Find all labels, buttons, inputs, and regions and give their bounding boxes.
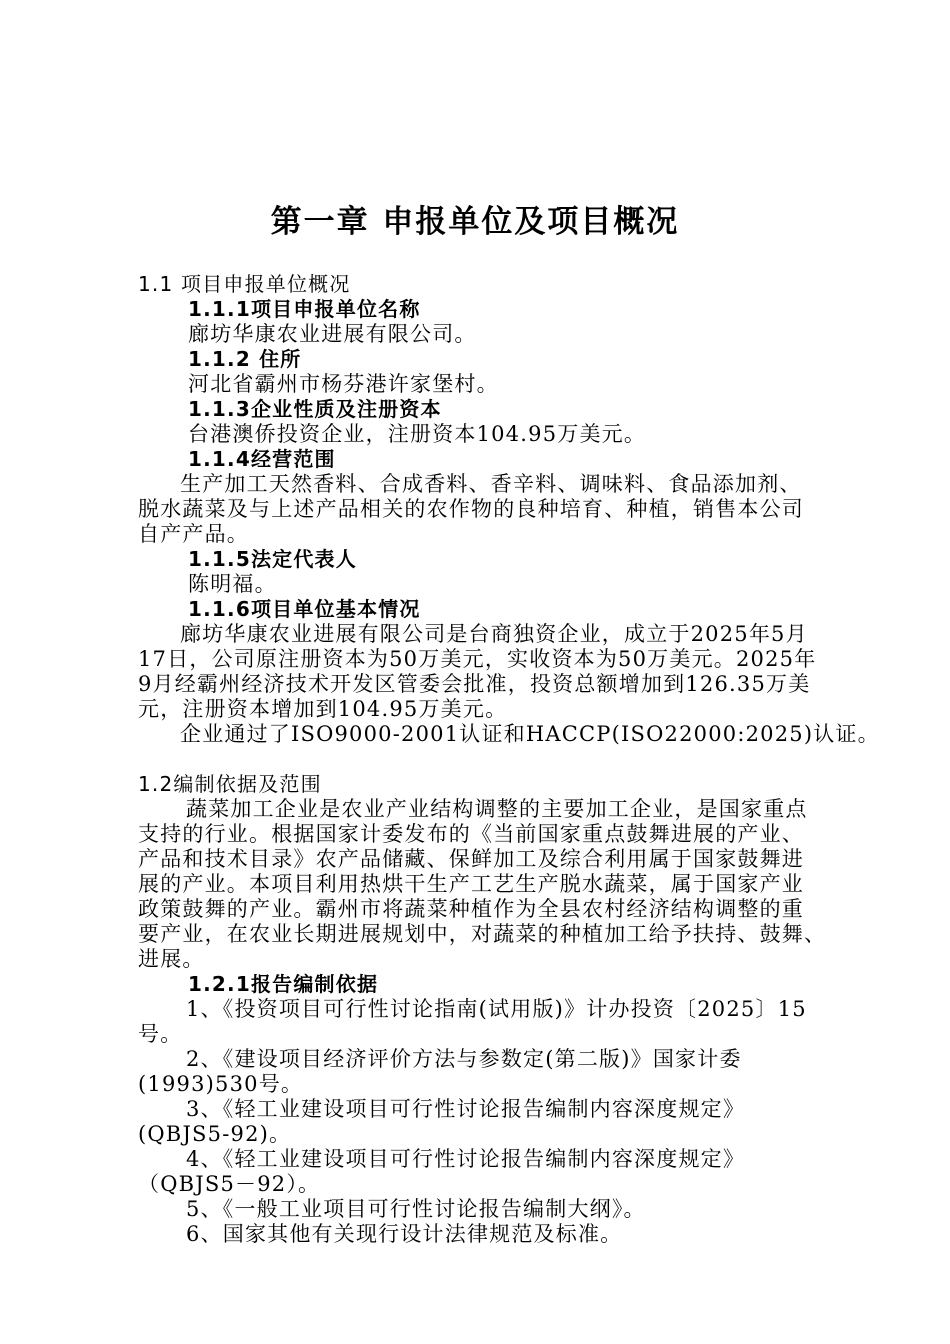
paragraph-line: 政策鼓舞的产业。霸州市将蔬菜种植作为全县农村经济结构调整的重 bbox=[138, 897, 804, 921]
section-1-1-5-text: 陈明福。 bbox=[188, 572, 277, 596]
list-item: 2、《建设项目经济评价方法与参数定(第二版)》国家计委 bbox=[186, 1047, 742, 1071]
paragraph-line: 元，注册资本增加到104.95万美元。 bbox=[138, 697, 508, 721]
paragraph-line: 17日，公司原注册资本为50万美元，实收资本为50万美元。2025年 bbox=[138, 647, 817, 671]
list-item-continuation: （QBJS5－92）。 bbox=[138, 1172, 321, 1196]
list-item-continuation: (1993)530号。 bbox=[138, 1072, 304, 1096]
paragraph-line: 支持的行业。根据国家计委发布的《当前国家重点鼓舞进展的产业、 bbox=[138, 822, 804, 846]
section-1-1-6-heading: 1.1.6项目单位基本情况 bbox=[188, 597, 421, 621]
section-1-1-3-heading: 1.1.3企业性质及注册资本 bbox=[188, 397, 442, 421]
section-1-1-1-heading: 1.1.1项目申报单位名称 bbox=[188, 297, 421, 321]
list-item: 6、国家其他有关现行设计法律规范及标准。 bbox=[186, 1222, 623, 1246]
section-1-1-heading: 1.1 项目申报单位概况 bbox=[138, 272, 351, 296]
section-1-1-4-heading: 1.1.4经营范围 bbox=[188, 447, 336, 471]
paragraph-line: 企业通过了ISO9000-2001认证和HACCP(ISO22000:2025)认证。 bbox=[180, 722, 880, 746]
section-1-2-heading: 1.2编制依据及范围 bbox=[138, 772, 322, 796]
list-item-continuation: 号。 bbox=[138, 1022, 183, 1046]
section-1-1-2-text: 河北省霸州市杨芬港许家堡村。 bbox=[188, 372, 499, 396]
paragraph-line: 产品和技术目录》农产品储藏、保鲜加工及综合利用属于国家鼓舞进 bbox=[138, 847, 804, 871]
paragraph-line: 生产加工天然香料、合成香料、香辛料、调味料、食品添加剂、 bbox=[180, 472, 802, 496]
list-item: 5、《一般工业项目可行性讨论报告编制大纲》。 bbox=[186, 1197, 646, 1221]
section-1-1-5-heading: 1.1.5法定代表人 bbox=[188, 547, 357, 571]
list-item: 4、《轻工业建设项目可行性讨论报告编制内容深度规定》 bbox=[186, 1147, 746, 1171]
paragraph-line: 进展。 bbox=[138, 947, 205, 971]
paragraph-line: 9月经霸州经济技术开发区管委会批准，投资总额增加到126.35万美 bbox=[138, 672, 811, 696]
paragraph-line: 自产产品。 bbox=[138, 522, 249, 546]
chapter-title: 第一章 申报单位及项目概况 bbox=[270, 204, 680, 240]
list-item: 1、《投资项目可行性讨论指南(试用版)》计办投资〔2025〕15 bbox=[186, 997, 807, 1021]
section-1-1-3-text: 台港澳侨投资企业，注册资本104.95万美元。 bbox=[188, 422, 647, 446]
paragraph-line: 要产业，在农业长期进展规划中，对蔬菜的种植加工给予扶持、鼓舞、 bbox=[138, 922, 827, 946]
section-1-1-1-text: 廊坊华康农业进展有限公司。 bbox=[188, 322, 477, 346]
paragraph-line: 展的产业。本项目利用热烘干生产工艺生产脱水蔬菜，属于国家产业 bbox=[138, 872, 804, 896]
paragraph-line: 脱水蔬菜及与上述产品相关的农作物的良种培育、种植，销售本公司 bbox=[138, 497, 804, 521]
list-item: 3、《轻工业建设项目可行性讨论报告编制内容深度规定》 bbox=[186, 1097, 746, 1121]
section-1-2-1-heading: 1.2.1报告编制依据 bbox=[188, 972, 379, 996]
paragraph-line: 廊坊华康农业进展有限公司是台商独资企业，成立于2025年5月 bbox=[180, 622, 808, 646]
paragraph-line: 蔬菜加工企业是农业产业结构调整的主要加工企业，是国家重点 bbox=[186, 797, 808, 821]
section-1-1-2-heading: 1.1.2 住所 bbox=[188, 347, 302, 371]
list-item-continuation: (QBJS5-92)。 bbox=[138, 1122, 292, 1146]
